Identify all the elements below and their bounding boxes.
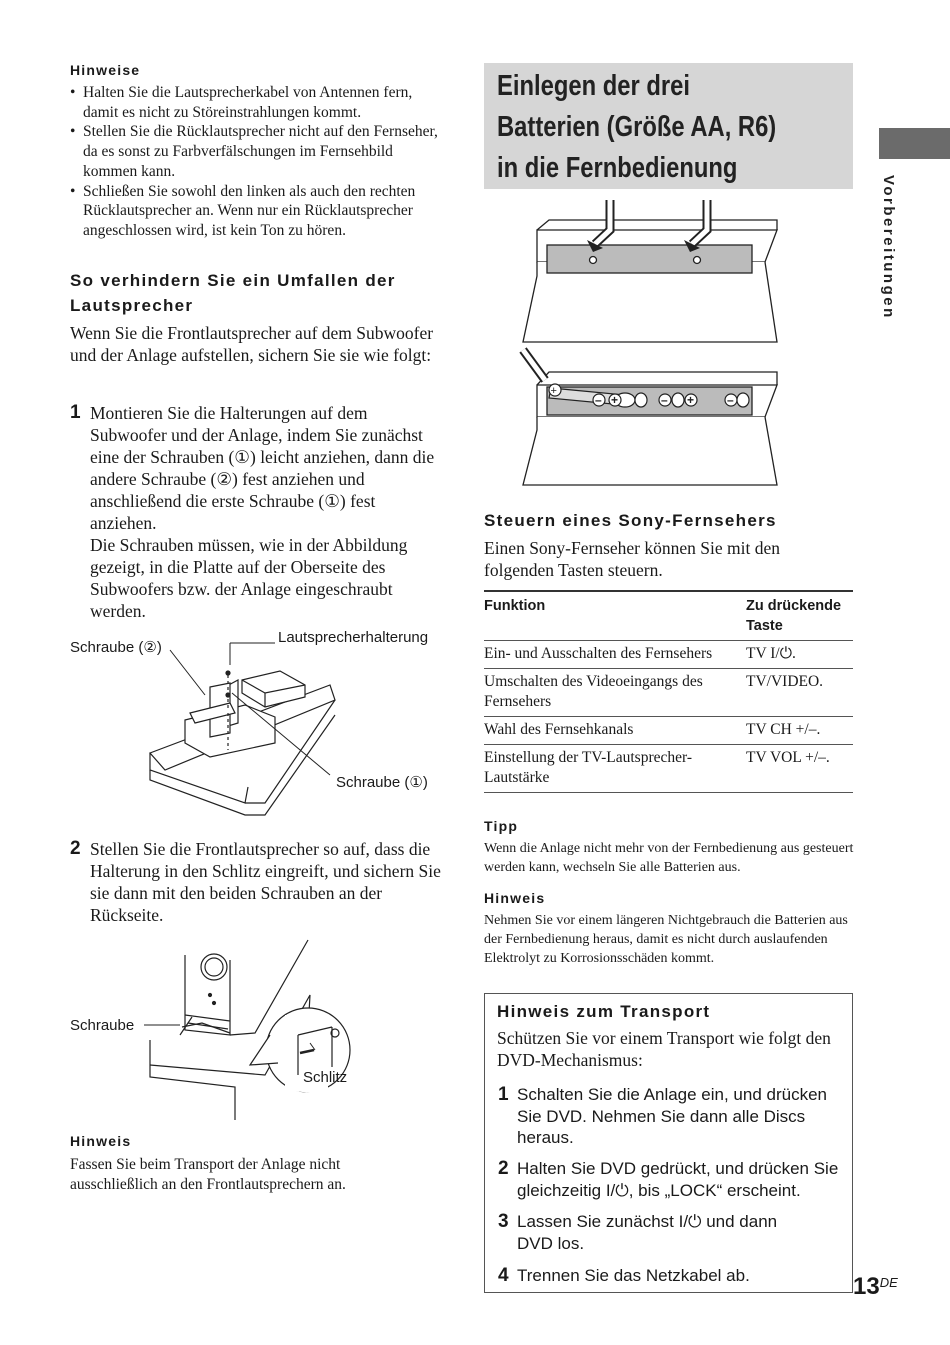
step-number: 2 bbox=[498, 1158, 509, 1179]
notes-list bbox=[70, 83, 440, 241]
section-heading-line2: Lautsprecher bbox=[70, 296, 194, 315]
note-item: • Schließen Sie sowohl den linken als auch den rechten Rücklautsprecher an. Wenn nur ein Rücklautsprecher angeschlossen wird, ist kein Ton zu hören. bbox=[70, 182, 440, 241]
page-number-value: 13 bbox=[853, 1273, 880, 1300]
step-number: 4 bbox=[498, 1265, 509, 1286]
tip-heading: Tipp bbox=[484, 818, 519, 834]
step-number: 1 bbox=[70, 402, 81, 423]
sony-heading: Steuern eines Sony-Fernsehers bbox=[484, 511, 777, 530]
note2-text: Fassen Sie beim Transport der Anlage nicht ausschließlich an den Frontlautsprechern an. bbox=[70, 1156, 346, 1193]
transport-step-1 bbox=[498, 1084, 843, 1147]
function-table-wrapper bbox=[484, 590, 853, 793]
step-text: Lassen Sie zunächst I/⏻ und dann DVD los. bbox=[517, 1212, 778, 1253]
table-cell-function: Ein- und Ausschalten des Fernsehers bbox=[484, 641, 746, 669]
table-cell-key: TV/VIDEO. bbox=[746, 669, 853, 717]
label-bracket: Lautsprecherhalterung bbox=[278, 629, 429, 646]
step-text: Trennen Sie das Netzkabel ab. bbox=[517, 1266, 750, 1285]
page-title: Einlegen der drei Batterien (Größe AA, R6) in die Fernbedienung bbox=[497, 70, 777, 184]
table-cell-key: TV I/⏻. bbox=[746, 641, 853, 669]
step-text: Stellen Sie die Frontlautsprecher so auf, dass die Halterung in den Schlitz eingreift, und sichern Sie sie dann mit den beiden Schrauben an der Rückseite. bbox=[90, 839, 441, 925]
note-item: • Stellen Sie die Rücklautsprecher nicht auf den Fernseher, da es sonst zu Farbverfälschungen im Fernsehbild kommen kann. bbox=[70, 122, 440, 181]
table-cell-key: TV VOL +/–. bbox=[746, 745, 853, 793]
transport-step-2 bbox=[498, 1158, 843, 1202]
page-number bbox=[853, 1273, 898, 1301]
note-text: Nehmen Sie vor einem längeren Nichtgebrauch die Batterien aus der Fernbedienung heraus, damit es nicht durch auslaufenden Elektrolyt zu Korrosionsschäden kommt. bbox=[484, 913, 848, 966]
transport-box bbox=[484, 993, 853, 1293]
slot-figure bbox=[70, 935, 445, 1120]
table-row bbox=[484, 717, 853, 745]
svg-text:–: – bbox=[595, 393, 602, 407]
title-box bbox=[484, 63, 853, 189]
transport-heading: Hinweis zum Transport bbox=[497, 1002, 711, 1021]
step-number: 1 bbox=[498, 1084, 509, 1105]
label-screw-1: Schraube (①) bbox=[336, 774, 428, 791]
note-heading: Hinweis bbox=[484, 890, 546, 906]
step-number: 2 bbox=[70, 838, 81, 859]
table-cell-function: Wahl des Fernsehkanals bbox=[484, 717, 746, 745]
tip-text: Wenn die Anlage nicht mehr von der Fernbedienung aus gesteuert werden kann, wechseln Sie alle Batterien aus. bbox=[484, 841, 854, 875]
remote-illustration bbox=[515, 200, 785, 490]
table-cell-function: Einstellung der TV-Lautsprecher-Lautstärke bbox=[484, 745, 746, 793]
step-text: Montieren Sie die Halterungen auf dem Subwoofer und der Anlage, indem Sie zunächst eine der Schrauben (①) leicht anziehen, dann die andere Schraube (②) fest anziehen und anschließend die erste Schraube (①) fest anziehen. bbox=[90, 403, 435, 533]
note-item: • Halten Sie die Lautsprecherkabel von Antennen fern, damit es nicht zu Störeinstrahlungen kommt. bbox=[70, 83, 440, 122]
side-tab-label: Vorbereitungen bbox=[880, 175, 897, 320]
side-tab bbox=[879, 128, 950, 159]
table-cell-key: TV CH +/–. bbox=[746, 717, 853, 745]
bracket-figure bbox=[70, 625, 445, 825]
step-text: Schalten Sie die Anlage ein, und drücken Sie DVD. Nehmen Sie dann alle Discs heraus. bbox=[517, 1085, 828, 1147]
section-heading-line1: So verhindern Sie ein Umfallen der bbox=[70, 271, 396, 290]
function-table bbox=[484, 592, 853, 793]
step-number: 3 bbox=[498, 1211, 509, 1232]
svg-text:+: + bbox=[611, 393, 619, 407]
svg-text:+: + bbox=[550, 385, 557, 397]
note2-heading: Hinweis bbox=[70, 1133, 132, 1149]
table-cell-function: Umschalten des Videoeingangs des Fernsehers bbox=[484, 669, 746, 717]
step-text-continued: Die Schrauben müssen, wie in der Abbildung gezeigt, in die Platte auf der Oberseite des Subwoofers bzw. der Anlage eingeschraubt werden. bbox=[90, 535, 408, 621]
column-header-key: Zu drückende Taste bbox=[746, 598, 842, 634]
svg-text:–: – bbox=[661, 393, 668, 407]
step-text: Halten Sie DVD gedrückt, und drücken Sie gleichzeitig I/⏻, bis „LOCK“ erscheint. bbox=[517, 1159, 839, 1200]
column-header-function: Funktion bbox=[484, 598, 546, 614]
transport-step-3 bbox=[498, 1211, 843, 1255]
label-screw-2: Schraube (②) bbox=[70, 639, 162, 656]
table-row bbox=[484, 641, 853, 669]
remote-figure bbox=[515, 200, 785, 490]
table-row bbox=[484, 669, 853, 717]
page-number-suffix: DE bbox=[879, 1275, 898, 1290]
table-header-row bbox=[484, 592, 853, 641]
label-screw: Schraube bbox=[70, 1017, 135, 1034]
transport-step-4 bbox=[498, 1265, 843, 1289]
intro-paragraph: Wenn Sie die Frontlautsprecher auf dem Subwoofer und der Anlage aufstellen, sichern Sie sie wie folgt: bbox=[70, 323, 434, 365]
transport-intro: Schützen Sie vor einem Transport wie folgt den DVD-Mechanismus: bbox=[497, 1028, 831, 1070]
label-slot: Schlitz bbox=[303, 1069, 348, 1086]
sony-intro: Einen Sony-Fernseher können Sie mit den folgenden Tasten steuern. bbox=[484, 538, 780, 580]
svg-text:–: – bbox=[727, 393, 734, 407]
table-row bbox=[484, 745, 853, 793]
svg-text:+: + bbox=[687, 393, 695, 407]
notes-heading: Hinweise bbox=[70, 62, 141, 78]
